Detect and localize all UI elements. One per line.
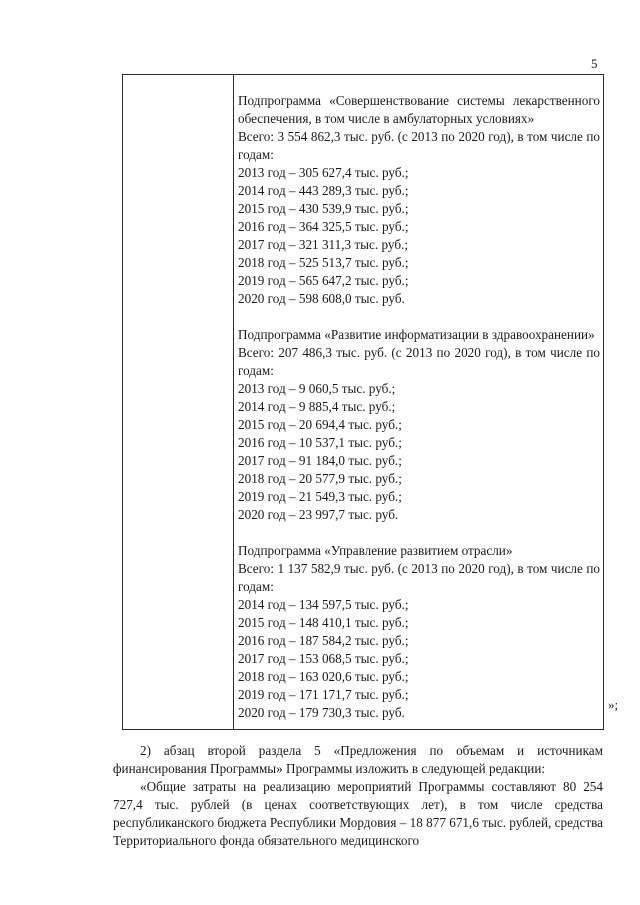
subprogram-title: Подпрограмма «Развитие информатизации в здравоохранении»	[238, 327, 595, 342]
year-line: 2016 год – 187 584,2 тыс. руб.;	[238, 633, 409, 648]
year-line: 2017 год – 153 068,5 тыс. руб.;	[238, 651, 409, 666]
year-line: 2020 год – 23 997,7 тыс. руб.	[238, 507, 399, 522]
year-line: 2020 год – 179 730,3 тыс. руб.	[238, 705, 405, 720]
amendment-item: 2) абзац второй раздела 5 «Предложения по объемам и источникам финансирования Программы» Программы изложить в следующей редакции:	[113, 743, 603, 776]
year-line: 2016 год – 364 325,5 тыс. руб.;	[238, 219, 409, 234]
quote-paragraph: «Общие затраты на реализацию мероприятий Программы составляют 80 254 727,4 тыс. рублей (в ценах соответствующих лет), в том числе средства республиканского бюджета Республики Мордовия – 18 877 671,6 тыс. рублей, средства Территориального фонда обязательного медицинского	[113, 779, 603, 848]
year-line: 2013 год – 9 060,5 тыс. руб.;	[238, 381, 396, 396]
year-line: 2015 год – 430 539,9 тыс. руб.;	[238, 201, 409, 216]
closing-quote-mark: »;	[608, 697, 619, 712]
year-line: 2018 год – 525 513,7 тыс. руб.;	[238, 255, 409, 270]
year-line: 2017 год – 321 311,3 тыс. руб.;	[238, 237, 409, 252]
subprogram-title: Подпрограмма «Совершенствование системы лекарственного обеспечения, в том числе в амбулаторных условиях»	[238, 93, 600, 126]
year-line: 2020 год – 598 608,0 тыс. руб.	[238, 291, 405, 306]
year-line: 2018 год – 20 577,9 тыс. руб.;	[238, 471, 402, 486]
subprogram-total: Всего: 1 137 582,9 тыс. руб. (с 2013 по 2020 год), в том числе по годам:	[238, 561, 600, 594]
year-line: 2018 год – 163 020,6 тыс. руб.;	[238, 669, 409, 684]
year-line: 2017 год – 91 184,0 тыс. руб.;	[238, 453, 402, 468]
page-number: 5	[591, 56, 598, 71]
body-text	[113, 742, 603, 850]
year-line: 2015 год – 20 694,4 тыс. руб.;	[238, 417, 402, 432]
year-line: 2013 год – 305 627,4 тыс. руб.;	[238, 165, 409, 180]
year-line: 2015 год – 148 410,1 тыс. руб.;	[238, 615, 409, 630]
subprogram-title: Подпрограмма «Управление развитием отрасли»	[238, 543, 513, 558]
subprogram-total: Всего: 207 486,3 тыс. руб. (с 2013 по 2020 год), в том числе по годам:	[238, 345, 600, 378]
funding-table-cell	[238, 92, 600, 722]
year-line: 2014 год – 443 289,3 тыс. руб.;	[238, 183, 409, 198]
subprogram-total: Всего: 3 554 862,3 тыс. руб. (с 2013 по 2020 год), в том числе по годам:	[238, 129, 600, 162]
year-line: 2014 год – 134 597,5 тыс. руб.;	[238, 597, 409, 612]
table-column-divider	[233, 74, 234, 730]
year-line: 2019 год – 21 549,3 тыс. руб.;	[238, 489, 402, 504]
year-line: 2014 год – 9 885,4 тыс. руб.;	[238, 399, 396, 414]
year-line: 2019 год – 171 171,7 тыс. руб.;	[238, 687, 409, 702]
year-line: 2019 год – 565 647,2 тыс. руб.;	[238, 273, 409, 288]
year-line: 2016 год – 10 537,1 тыс. руб.;	[238, 435, 402, 450]
